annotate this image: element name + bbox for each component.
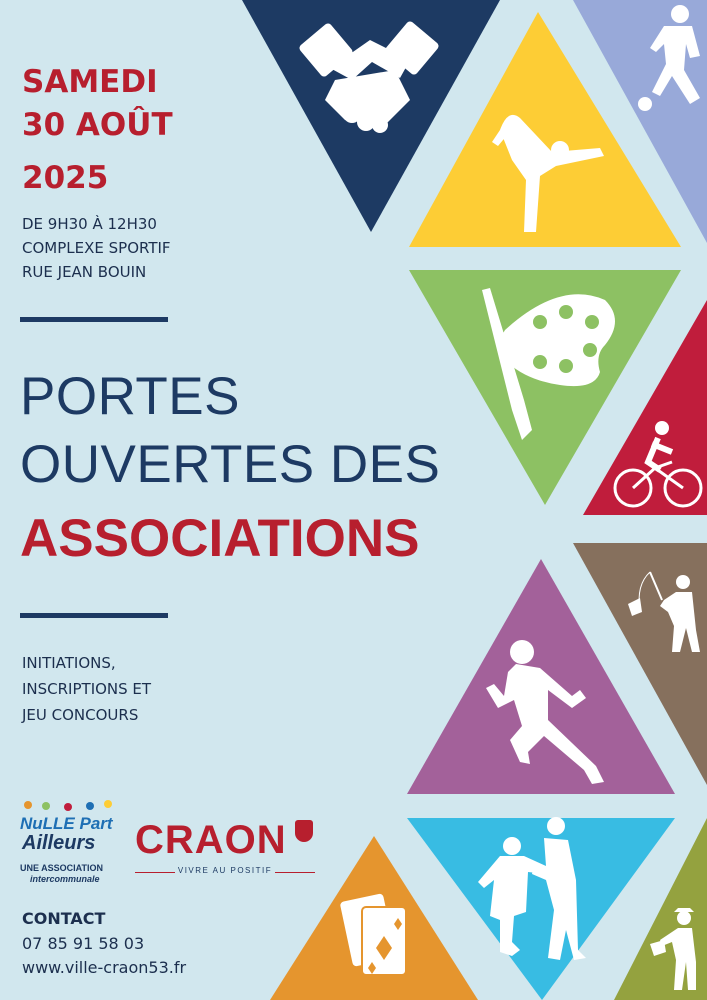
npa-logo-line-2: Ailleurs <box>22 832 96 854</box>
craon-name: CRAON <box>135 818 287 862</box>
divider-top <box>20 317 168 322</box>
title-line-2: OUVERTES DES <box>20 435 441 494</box>
event-venue: COMPLEXE SPORTIF <box>22 239 171 257</box>
divider-bottom <box>20 613 168 618</box>
event-day: SAMEDI <box>22 64 158 100</box>
npa-logo-subtitle-1: UNE ASSOCIATION <box>20 863 104 873</box>
event-time: DE 9H30 À 12H30 <box>22 215 157 233</box>
activities-line-1: INITIATIONS, <box>22 654 116 672</box>
title-line-3: ASSOCIATIONS <box>20 509 420 568</box>
contact-website[interactable]: www.ville-craon53.fr <box>22 958 187 977</box>
contact-phone: 07 85 91 58 03 <box>22 934 145 953</box>
craon-logo <box>135 818 325 880</box>
activities-line-3: JEU CONCOURS <box>22 706 139 724</box>
activities-line-2: INSCRIPTIONS ET <box>22 680 152 698</box>
event-date: 30 AOÛT <box>22 107 173 143</box>
npa-logo-subtitle-2: intercommunale <box>30 874 100 884</box>
npa-logo-line-1: NuLLE Part <box>20 814 113 833</box>
event-year: 2025 <box>22 160 109 196</box>
craon-tagline: VIVRE AU POSITIF <box>135 866 315 875</box>
title-line-1: PORTES <box>20 367 240 426</box>
contact-heading: CONTACT <box>22 909 106 928</box>
nulle-part-ailleurs-logo <box>20 800 120 886</box>
event-street: RUE JEAN BOUIN <box>22 263 147 281</box>
craon-shield-icon <box>295 820 313 842</box>
